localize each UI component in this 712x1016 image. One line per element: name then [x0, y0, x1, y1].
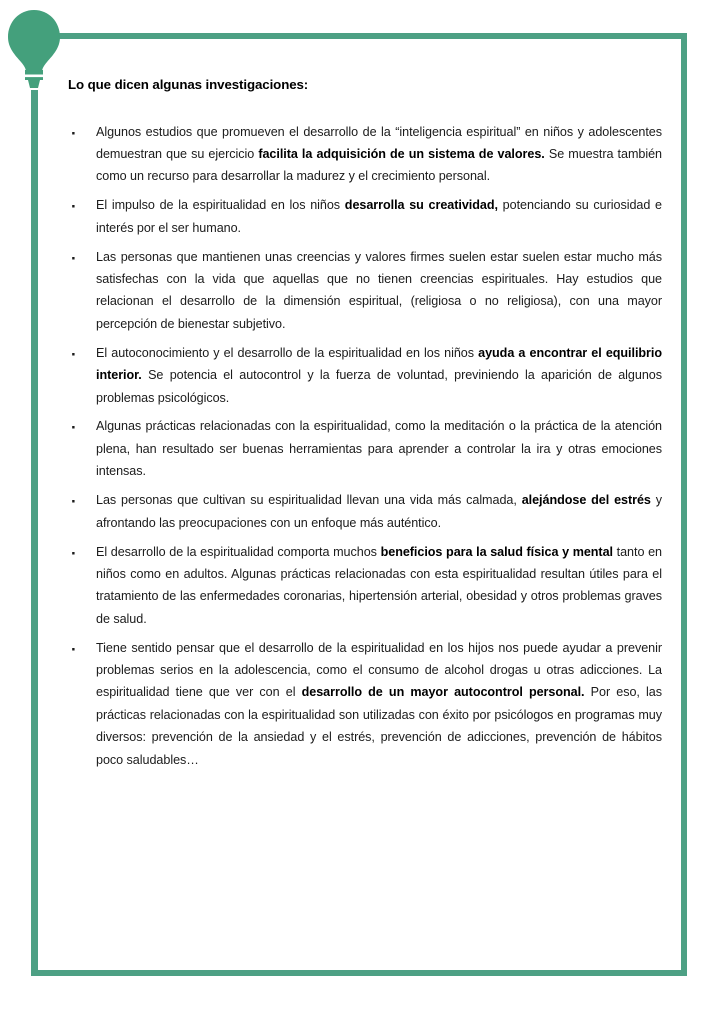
emphasis-text: desarrolla su creatividad, [344, 198, 498, 213]
list-item [68, 415, 662, 482]
body-text: El desarrollo de la espiritualidad comporta muchos [96, 544, 381, 559]
research-findings-list [68, 121, 662, 771]
body-text: Algunos estudios que promueven el desarrollo de la “inteligencia espiritual” en niños y adolescentes demuestran que su ejercicio [96, 124, 662, 162]
list-item [68, 637, 662, 771]
body-text: El impulso de la espiritualidad en los niños [96, 198, 345, 213]
frame-left-border [31, 90, 38, 976]
list-item-text [96, 419, 662, 478]
list-item [68, 489, 662, 534]
list-item-text [96, 545, 662, 626]
emphasis-text: alejándose del estrés [521, 493, 651, 508]
list-item-text [96, 346, 662, 405]
list-item-text [96, 493, 662, 529]
list-item [68, 246, 662, 336]
list-item-text [96, 641, 662, 767]
body-text: Se potencia el autocontrol y la fuerza de voluntad, previniendo la aparición de algunos problemas psicológicos. [96, 368, 662, 405]
frame-bottom-border [31, 970, 687, 976]
body-text: potenciando su curiosidad e interés por el ser humano. [96, 198, 662, 235]
body-text: El autoconocimiento y el desarrollo de la espiritualidad en los niños [96, 345, 479, 360]
body-text: Tiene sentido pensar que el desarrollo de la espiritualidad en los hijos nos puede ayudar a prevenir problemas serios en la adolescencia, como el consumo de alcohol drogas u otras adicciones. La espiritualidad tiene que ver con el [96, 640, 662, 700]
body-text: Las personas que cultivan su espiritualidad llevan una vida más calmada, [96, 493, 522, 508]
emphasis-text: ayuda a encontrar el equilibrio interior. [96, 345, 662, 383]
body-text: Se muestra también como un recurso para desarrollar la madurez y el crecimiento personal. [96, 147, 663, 184]
emphasis-text: facilita la adquisición de un sistema de valores. [258, 147, 545, 162]
document-content [68, 76, 662, 771]
list-item [68, 541, 662, 631]
list-item-text [96, 125, 662, 184]
list-item [68, 194, 662, 239]
list-item [68, 342, 662, 409]
list-item-text [96, 250, 662, 331]
emphasis-text: beneficios para la salud física y mental [380, 544, 613, 559]
list-item-text [96, 198, 662, 234]
emphasis-text: desarrollo de un mayor autocontrol personal. [301, 685, 585, 700]
frame-top-border [47, 33, 687, 39]
frame-right-border [681, 33, 687, 976]
body-text: Algunas prácticas relacionadas con la espiritualidad, como la meditación o la práctica de la atención plena, han resultado ser buenas herramientas para aprender a controlar la ira y otras emociones intensas. [96, 419, 662, 479]
body-text: y afrontando las preocupaciones con un enfoque más auténtico. [96, 493, 662, 530]
page-title: Lo que dicen algunas investigaciones: [68, 77, 309, 92]
lightbulb-icon [3, 8, 67, 98]
body-text: Por eso, las prácticas relacionadas con la espiritualidad son utilizadas con éxito por psicólogos en programas muy diversos: prevención de la ansiedad y el estrés, prevención de adicciones, prevención de hábitos poco saludables… [96, 685, 662, 767]
body-text: tanto en niños como en adultos. Algunas prácticas relacionadas con esta espiritualidad resultan útiles para el tratamiento de las enfermedades coronarias, hipertensión arterial, obesidad y otros problemas graves de salud. [96, 544, 662, 626]
list-item [68, 121, 662, 188]
body-text: Las personas que mantienen unas creencias y valores firmes suelen estar suelen estar mucho más satisfechas con la vida que aquellas que no tienen creencias espirituales. Hay estudios que relacionan el desarrollo de la dimensión espiritual, (religiosa o no religiosa), con una mayor percepción de bienestar subjetivo. [96, 249, 662, 331]
